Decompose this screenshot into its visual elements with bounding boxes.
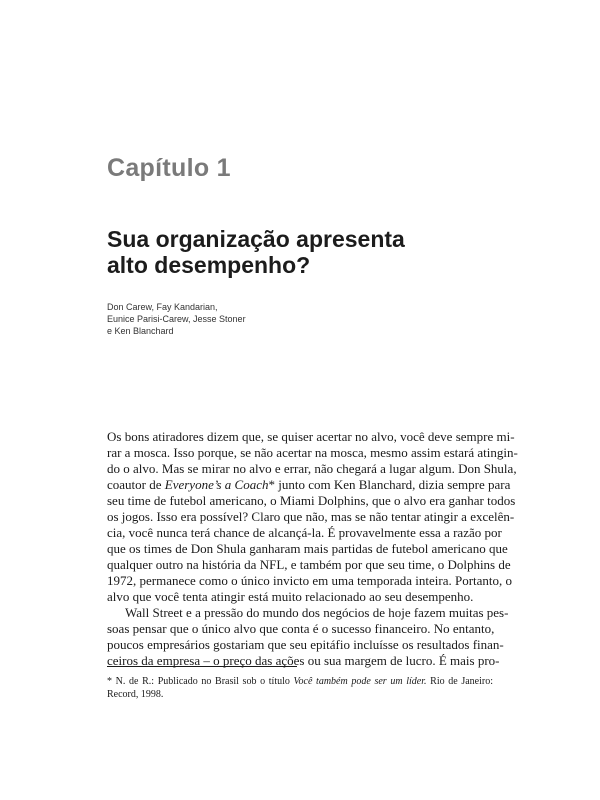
chapter-title xyxy=(107,226,527,278)
author-line: e Ken Blanchard xyxy=(107,326,174,336)
body-line: alvo que você tenta atingir está muito relacionado ao seu desempenho. xyxy=(107,589,474,604)
body-line: do o alvo. Mas se mirar no alvo e errar, não chegará a lugar algum. Don Shula, xyxy=(107,461,517,476)
body-line: ceiros da empresa – o preço das ações ou sua margem de lucro. É mais pro- xyxy=(107,653,500,668)
body-line-text: * junto com Ken Blanchard, dizia sempre para xyxy=(268,477,511,492)
body-line-with-book-title xyxy=(107,477,511,493)
body-line-text: coautor de xyxy=(107,477,165,492)
chapter-title-line: Sua organização apresenta xyxy=(107,226,405,252)
footnote-divider xyxy=(107,666,297,667)
body-line: soas pensar que o único alvo que conta é o sucesso financeiro. No entanto, xyxy=(107,621,495,636)
body-line: Os bons atiradores dizem que, se quiser acertar no alvo, você deve sempre mi- xyxy=(107,429,515,444)
footnote-text: Rio de Janeiro: xyxy=(426,676,494,687)
chapter-label: Capítulo 1 xyxy=(107,154,231,182)
body-text xyxy=(107,429,518,669)
chapter-title-line: alto desempenho? xyxy=(107,252,311,278)
footnote-line xyxy=(107,675,493,688)
author-list xyxy=(107,301,246,337)
body-line: qualquer outro na história da NFL, e também por que seu time, o Dolphins de xyxy=(107,557,511,572)
author-line: Don Carew, Fay Kandarian, xyxy=(107,302,218,312)
body-line: rar a mosca. Isso porque, se não acertar na mosca, mesmo assim estará atingin- xyxy=(107,445,518,460)
body-line: os jogos. Isso era possível? Claro que não, mas se não tentar atingir a excelên- xyxy=(107,509,515,524)
body-line: poucos empresários gostariam que seu epitáfio incluísse os resultados finan- xyxy=(107,637,504,652)
footnote-book-title: Você também pode ser um líder. xyxy=(293,676,427,687)
body-line: que os times de Don Shula ganharam mais partidas de futebol americano que xyxy=(107,541,508,556)
book-title: Everyone’s a Coach xyxy=(164,477,269,492)
body-line: 1972, permanece como o único invicto em uma temporada inteira. Portanto, o xyxy=(107,573,513,588)
footnote-text: * N. de R.: Publicado no Brasil sob o título xyxy=(107,676,294,687)
body-line: Wall Street e a pressão do mundo dos negócios de hoje fazem muitas pes- xyxy=(125,605,509,620)
footnote xyxy=(107,675,493,701)
footnote-line: Record, 1998. xyxy=(107,689,164,700)
body-line: cia, você nunca terá chance de alcançá-la. É provavelmente essa a razão por xyxy=(107,525,502,540)
body-line: seu time de futebol americano, o Miami Dolphins, que o alvo era ganhar todos xyxy=(107,493,516,508)
author-line: Eunice Parisi-Carew, Jesse Stoner xyxy=(107,314,246,324)
